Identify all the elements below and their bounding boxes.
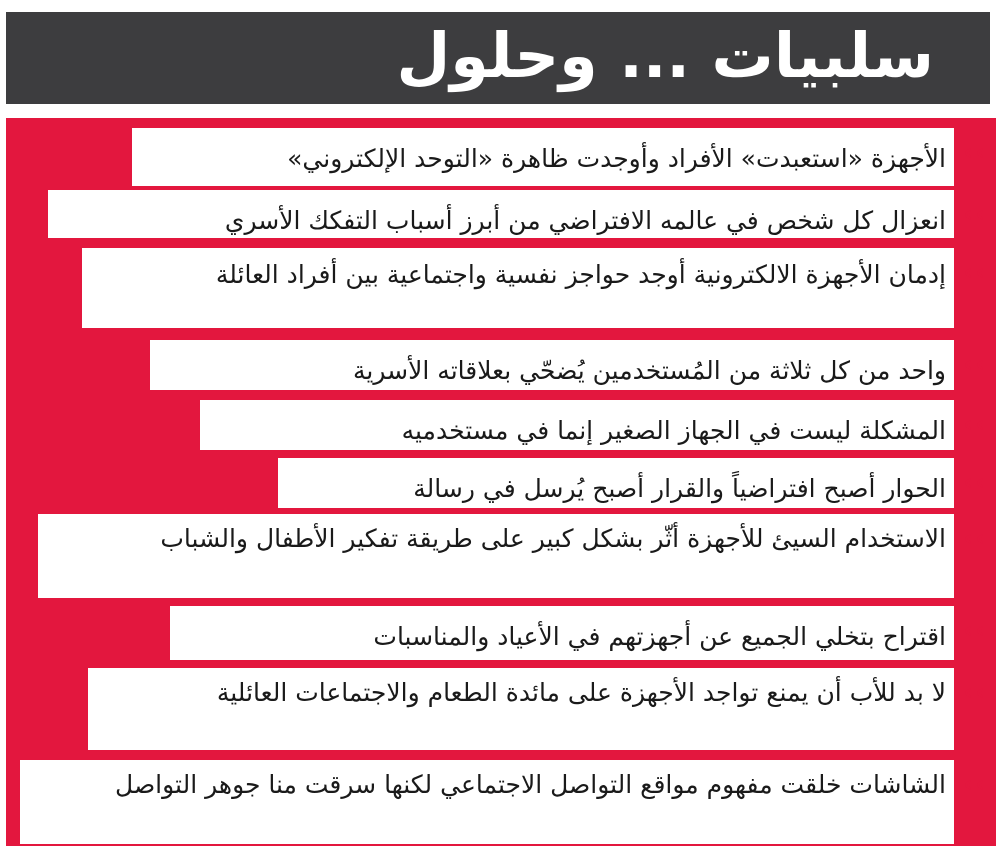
title-banner (6, 12, 990, 104)
list-item (278, 458, 985, 508)
list-item-text: لا بد للأب أن يمنع تواجد الأجهزة على مائدة الطعام والاجتماعات العائلية (216, 678, 946, 707)
list-item (88, 668, 985, 750)
list-item (82, 248, 985, 328)
list-item-text: الشاشات خلقت مفهوم مواقع التواصل الاجتماعي لكنها سرقت منا جوهر التواصل (115, 770, 946, 799)
double-chevron-left-icon: ‹ ‹ (963, 410, 985, 438)
list-item (20, 760, 985, 844)
double-chevron-left-icon: ‹ ‹ (963, 200, 985, 228)
page-title: سلبيات ... وحلول (396, 19, 934, 92)
double-chevron-left-icon: ‹ ‹ (963, 468, 985, 496)
list-item (48, 190, 985, 238)
list-panel (6, 118, 996, 846)
list-item-text: إدمان الأجهزة الالكترونية أوجد حواجز نفسية واجتماعية بين أفراد العائلة (215, 260, 946, 289)
list-item-text: المشكلة ليست في الجهاز الصغير إنما في مستخدميه (401, 416, 946, 445)
list-item-text: الحوار أصبح افتراضياً والقرار أصبح يُرسل في رسالة (413, 474, 946, 503)
list-item (132, 128, 985, 186)
double-chevron-left-icon: ‹ ‹ (963, 138, 985, 166)
list-item (38, 514, 985, 598)
double-chevron-left-icon: ‹ ‹ (963, 258, 985, 286)
list-item (200, 400, 985, 450)
double-chevron-left-icon: ‹ ‹ (963, 616, 985, 644)
list-item (170, 606, 985, 660)
double-chevron-left-icon: ‹ ‹ (963, 770, 985, 798)
list-item-text: انعزال كل شخص في عالمه الافتراضي من أبرز أسباب التفكك الأسري (224, 206, 946, 235)
double-chevron-left-icon: ‹ ‹ (963, 524, 985, 552)
double-chevron-left-icon: ‹ ‹ (963, 678, 985, 706)
double-chevron-left-icon: ‹ ‹ (963, 350, 985, 378)
list-item (150, 340, 985, 390)
list-item-text: الأجهزة «استعبدت» الأفراد وأوجدت ظاهرة «التوحد الإلكتروني» (287, 144, 946, 173)
list-item-text: الاستخدام السيئ للأجهزة أثّر بشكل كبير على طريقة تفكير الأطفال والشباب (160, 524, 946, 553)
list-item-text: اقتراح بتخلي الجميع عن أجهزتهم في الأعياد والمناسبات (373, 622, 946, 651)
list-item-text: واحد من كل ثلاثة من المُستخدمين يُضحّي بعلاقاته الأسرية (353, 356, 946, 385)
